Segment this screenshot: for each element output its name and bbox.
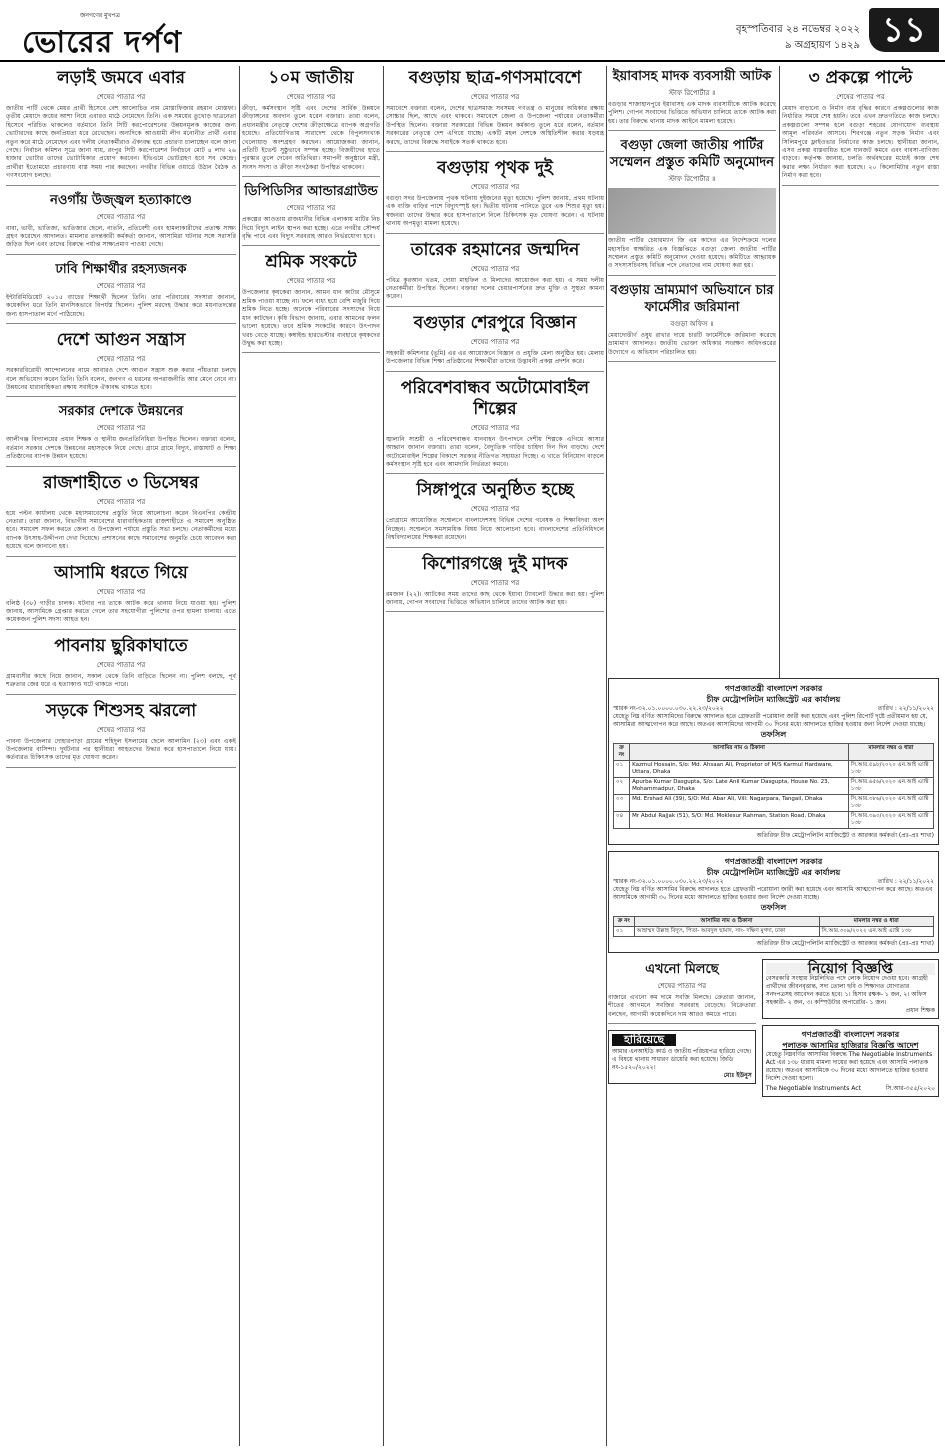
article-headline[interactable]: তারেক রহমানের জন্মদিন <box>410 239 580 260</box>
article[interactable] <box>242 183 380 246</box>
article-body: হয়ে পল্টন কার্যালয় থেকে মহাসমাবেশের প্রস্তুতি নিয়ে আলোচনা করেন বিএনপির কেন্দ্রীয় নেতারা। তারা জানান, বিভাগীয় সমাবেশের ধারাবাহিকতায় রাজশাহীতে এ সমাবেশ অনুষ্ঠিত হবে। সমাবেশ সফল করতে জেলা ও উপজেলা পর্যায়ে প্রস্তুতি সভা চলছে। নেতাকর্মীদের মধ্যে ব্যাপক উৎসাহ-উদ্দীপনা দেখা দিয়েছে। প্রশাসনের কাছে সমাবেশের অনুমতি চেয়ে আবেদন করা হয়েছে বলে জানানো হয়। <box>6 509 236 551</box>
column-1 <box>6 66 236 1446</box>
table-cell: সি.আর.৬৫৬/২০২০ এন.আই এ্যাক্ট ১৩৮ <box>848 778 933 795</box>
job-ad-title: নিয়োগ বিজ্ঞপ্তি <box>766 963 935 975</box>
article-body: সরকারবিরোধী আন্দোলনের নামে আবারও দেশে আগুন সন্ত্রাস শুরু করার পাঁয়তারা চলছে বলে অভিযোগ করেন তিনি। তিনি বলেন, জনগণ এ ধরনের অপরাজনীতি আর মেনে নেবে না। উন্নয়নের ধারাবাহিকতা রক্ষায় সবাইকে ঐক্যবদ্ধ থাকতে হবে। <box>6 367 236 391</box>
table-cell: Kazmul Hossain, S/o: Md. Ahsaan Ali, Proprietor of M/S Karmul Hardware, Uttara, Dhaka <box>630 761 849 778</box>
warrant-ad <box>762 1025 939 1097</box>
article-headline[interactable]: কিশোরগঞ্জে দুই মাদক <box>422 553 568 574</box>
article[interactable] <box>6 636 236 695</box>
notice-office: চীফ মেট্রোপলিটন ম্যাজিস্ট্রেট এর কার্যালয় <box>706 695 841 704</box>
article-headline[interactable]: সরকার দেশকে উন্নয়নের <box>58 404 184 420</box>
article-body: আলীগঞ্জ বিদ্যালয়ের প্রধান শিক্ষক ও স্থানীয় জনপ্রতিনিধিরা উপস্থিত ছিলেন। বক্তারা বলেন, বর্তমান সরকার দেশকে উন্নয়নের মহাসড়কে নিয়ে গেছে। গ্রামে গ্রামে বিদ্যুৎ, রাস্তাঘাট ও শিক্ষা প্রতিষ্ঠানের ব্যাপক উন্নয়ন হয়েছে। <box>6 436 236 461</box>
article[interactable] <box>386 240 604 307</box>
article-body: বগুড়া সদর উপজেলায় পৃথক ঘটনায় দুইজনের মৃত্যু হয়েছে। পুলিশ জানায়, প্রথম ঘটনায় এক ব্যক্তি বাড়ির পাশে বিদ্যুৎস্পৃষ্ট হন। দ্বিতীয় ঘটনায় পানিতে ডুবে এক শিশুর মৃত্যু হয়। স্বজনরা তাদের উদ্ধার করে হাসপাতালে নিলে চিকিৎসক মৃত ঘোষণা করেন। এ ঘটনায় থানায় অপমৃত্যু মামলা হয়েছে। <box>386 195 604 228</box>
notice-meta <box>613 705 934 713</box>
lost-notice <box>608 1030 756 1084</box>
article-headline[interactable]: বগুড়ায় পৃথক দুই <box>437 158 553 179</box>
date-gregorian: বৃহস্পতিবার ২৪ নভেম্বর ২০২২ <box>736 24 860 35</box>
job-ad-signer: প্রধান শিক্ষক <box>905 1007 935 1014</box>
article[interactable] <box>386 313 604 372</box>
article[interactable] <box>6 330 236 397</box>
table-cell: আহাম্মদ উল্লাহ বিদ্যুৎ, পিতা- আবদুল ছামাদ, সাং- দক্ষিণ মুগদা, ঢাকা <box>634 927 819 937</box>
table-header-cell: ক্র নং <box>614 917 635 927</box>
article[interactable] <box>6 261 236 324</box>
table-row <box>614 812 934 829</box>
logo-wordmark: ভোরের দর্পণ <box>22 25 182 60</box>
article-body: প্রোগ্রামে আয়োজিত সম্মেলনে বাংলাদেশসহ বিভিন্ন দেশের গবেষক ও শিক্ষাবিদরা অংশ নিচ্ছেন। সম্মেলনে সমসাময়িক বিষয় নিয়ে আলোচনা হবে। বাংলাদেশের প্রতিনিধিদলে বিশ্ববিদ্যালয়ের শিক্ষকরা রয়েছেন। <box>386 517 604 542</box>
lost-body: আমার এনআইডি কার্ড ও জাতীয় পরিচয়পত্র হারিয়ে গেছে। এ বিষয়ে থানায় সাধারণ ডায়েরি করা হয়েছে। জিডি নং-১৫২০/২০২২। <box>612 1048 752 1072</box>
article-headline[interactable]: ১০ম জাতীয় <box>268 68 354 88</box>
table-cell: ০২ <box>614 778 630 795</box>
page-number: ১১ <box>869 8 939 52</box>
article-kicker: শেষের পাতার পর <box>286 93 336 101</box>
article[interactable] <box>386 554 604 613</box>
date-bengali: ৯ অগ্রহায়ণ ১৪২৯ <box>784 40 860 51</box>
article-headline[interactable]: ডিপিডিসির আন্ডারগ্রাউন্ড <box>244 184 378 200</box>
notice-office: চীফ মেট্রোপলিটন ম্যাজিস্ট্রেট এর কার্যালয় <box>706 868 841 877</box>
warrant-org: গণপ্রজাতন্ত্রী বাংলাদেশ সরকার <box>801 1030 900 1039</box>
article-kicker: শেষের পাতার পর <box>96 355 146 364</box>
article-body: সমাবেশে বক্তারা বলেন, দেশের ছাত্রসমাজ সবসময় গণতন্ত্র ও মানুষের অধিকার রক্ষায় সোচ্চার ছিল, আছে এবং থাকবে। সমাবেশে জেলা ও উপজেলা পর্যায়ের নেতাকর্মীরা উপস্থিত ছিলেন। বক্তারা সরকারের বিভিন্ন উন্নয়ন কর্মকাণ্ড তুলে ধরে বলেন, বর্তমান সরকারের নেতৃত্বে দেশ এগিয়ে যাচ্ছে। একটি মহল দেশকে অস্থিতিশীল করার ষড়যন্ত্র করছে, তাদের বিরুদ্ধে সবাইকে সতর্ক থাকতে হবে। <box>386 105 604 146</box>
job-ad <box>762 959 939 1019</box>
article-kicker: শেষের পাতার পর <box>96 587 146 596</box>
article-body: বাজারে এখনো কম দামে সবজি মিলছে। ক্রেতারা জানান, শীতের আগমনে সবজির সরবরাহ বেড়েছে। বিক্রেতারা বলছেন, আগামী কয়েকদিনে দাম আরও কমতে পারে। <box>608 994 756 1018</box>
article-body: মেয়াদোত্তীর্ণ ওষুধ রাখার দায়ে চারটি ফার্মেসীকে জরিমানা করেছে ভ্রাম্যমাণ আদালত। জাতীয় ভোক্তা অধিকার সংরক্ষণ অধিদপ্তরের উদ্যোগে এ অভিযান পরিচালিত হয়। <box>608 331 776 356</box>
article-kicker: শেষের পাতার পর <box>470 93 520 101</box>
article-kicker: শেষের পাতার পর <box>836 93 885 101</box>
article-body: সহকারী কমিশনার (ভূমি) এর এর আয়োজনে বিজ্ঞান ও প্রযুক্তি মেলা অনুষ্ঠিত হয়। মেলায় উপজেলার বিভিন্ন শিক্ষা প্রতিষ্ঠানের শিক্ষার্থীরা তাদের উদ্ভাবনী প্রকল্প প্রদর্শন করে। <box>386 349 604 366</box>
article-body: উপজেলার কৃষকেরা জানান, আমন ধান কাটার মৌসুমে শ্রমিক পাওয়া যাচ্ছে না। ফলে বাধ্য হয়ে বেশি মজুরি দিয়ে শ্রমিক নিতে হচ্ছে। অনেকে পরিবারের সদস্যদের নিয়ে ধান কাটছেন। কৃষি বিভাগ জানায়, এবার আমনের ফলন ভালো হয়েছে। তবে শ্রমিক সংকটের কারণে উৎপাদন খরচ বেড়ে যাচ্ছে। কম্বাইন্ড হারভেস্টার ব্যবহারে কৃষকদের উদ্বুদ্ধ করা হচ্ছে। <box>242 289 380 347</box>
article-headline[interactable]: পাবনায় ছুরিকাঘাতে <box>54 635 188 656</box>
table-cell: সি.আর.৫৯৮/২০২০ এন.আই এ্যাক্ট ১৩৮ <box>848 761 933 778</box>
article-headline[interactable]: বগুড়ার শেরপুরে বিজ্ঞান <box>413 312 577 333</box>
article-headline[interactable]: রাজশাহীতে ৩ ডিসেম্বর <box>43 472 199 493</box>
article-body: জাতীয় পার্টির চেয়ারম্যান জি এম কাদের এর নির্দেশক্রমে দলের মহাসচিব স্বাক্ষরিত এক বিজ্ঞপ্তিতে বগুড়া জেলা জাতীয় পার্টির সম্মেলন প্রস্তুত কমিটি অনুমোদন দেওয়া হয়েছে। কমিটিতে আহ্বায়ক ও সদস্যসচিবসহ বিভিন্ন পদে নেতাদের নাম ঘোষণা করা হয়। <box>608 237 776 270</box>
court-notice <box>608 851 939 953</box>
notice-table <box>613 916 934 937</box>
article-headline[interactable]: দেশে আগুন সন্ত্রাস <box>56 330 186 351</box>
table-cell: ০১ <box>614 927 635 937</box>
lost-signer: মোঃ ইউনুস <box>723 1072 752 1080</box>
notice-memo: স্মারক নং-৩২.০১.০০০০.০৩০.২২.২৩/২০২২ <box>613 705 724 712</box>
table-cell: সি.আর.৩৮৬/২০২০ এন.আই এ্যাক্ট ১৩৮ <box>848 795 933 812</box>
article-headline[interactable]: ঢাবি শিক্ষার্থীর রহস্যজনক <box>55 261 187 277</box>
article-kicker: শেষের পাতার পর <box>470 183 520 192</box>
article[interactable] <box>608 961 756 1024</box>
column-4 <box>608 66 776 672</box>
notice-table <box>613 743 934 829</box>
article-kicker: শেষের পাতার পর <box>657 982 707 990</box>
article[interactable] <box>782 68 939 186</box>
notice-meta <box>613 878 934 886</box>
article-body: রমজান (২২)। আটকের সময় তাদের কাছ থেকে ইয়াবা ট্যাবলেট উদ্ধার করা হয়। পুলিশ জানায়, গোপন সংবাদের ভিত্তিতে অভিযান চালিয়ে তাদের আটক করা হয়। <box>386 590 604 606</box>
table-cell: Apurba Kumar Dasgupta, S/o: Late Anil Kumar Dasgupta, House No. 23, Mohammadpur, Dhaka <box>630 778 849 795</box>
notice-date: তারিখ : ২২/১১/২০২২ <box>877 705 934 712</box>
warrant-body: যেহেতু নিম্নবর্ণিত আসামির বিরুদ্ধে The Negotiable Instruments Act এর ১৩৮ ধারায় মামলা দায়ের করা হয়েছে এবং আসামি পলাতক রয়েছে। অতএব আসামিকে ৩০ দিনের মধ্যে আদালতে হাজির হওয়ার নির্দেশ দেওয়া হলো। <box>765 1051 933 1082</box>
notice-org: গণপ্রজাতন্ত্রী বাংলাদেশ সরকার <box>724 684 823 693</box>
table-cell: ০৪ <box>614 812 630 829</box>
article-kicker: শেষের পাতার পর <box>470 337 520 346</box>
newspaper-logo[interactable] <box>22 10 242 60</box>
column-3 <box>386 66 604 1446</box>
article-kicker: শেষের পাতার পর <box>96 424 146 433</box>
article-headline[interactable]: সিঙ্গাপুরে অনুষ্ঠিত হচ্ছে <box>416 480 574 501</box>
right-ad-stack <box>762 959 939 1103</box>
column-5 <box>782 66 939 672</box>
article-kicker: শেষের পাতার পর <box>96 725 146 734</box>
article[interactable] <box>608 282 776 362</box>
column-rule <box>239 66 240 1446</box>
table-header-cell: মামলার নম্বর ও ধারা <box>848 744 933 761</box>
article[interactable] <box>6 563 236 630</box>
article-kicker: শেষের পাতার পর <box>96 660 146 669</box>
article-body: গ্রামবাসীর কাছে নিয়ে জানান, সকাল থেকে তিনি বাড়িতে ছিলেন না। পুলিশ বলছে, পূর্ব শত্রুতার জের ধরে এ হত্যাকাণ্ড ঘটে থাকতে পারে। <box>6 672 236 689</box>
article-body: বাবা, ভাবী, ভাতিজা, ভাতিজার ছেলে, নাতনি, প্রতিবেশী এবং হামলাকারীদের প্রত্যক্ষ সাক্ষ্য গ্রহণ করেছেন আদালত। মামলার তদন্তকারী কর্মকর্তা জানান, আসামিরা ঘটনার সঙ্গে সরাসরি জড়িত ছিল এবং তাদের বিরুদ্ধে পর্যাপ্ত সাক্ষ্যপ্রমাণ পাওয়া গেছে। <box>6 224 236 249</box>
article[interactable] <box>608 68 776 131</box>
table-row <box>614 761 934 778</box>
article-headline[interactable]: এখনো মিলছে <box>645 962 719 977</box>
article-kicker: স্টাফ রিপোর্টার ॥ <box>668 89 716 97</box>
article-headline[interactable]: আসামি ধরতে গিয়ে <box>54 562 188 583</box>
article-body: জ্বালানি সাশ্রয়ী ও পরিবেশবান্ধব যানবাহন উৎপাদনে দেশীয় শিল্পকে এগিয়ে আসার আহ্বান জানান বক্তারা। তারা বলেন, বৈদ্যুতিক গাড়ির চাহিদা দিন দিন বাড়ছে। দেশে অটোমোবাইল শিল্পের বিকাশে সরকার নীতিগত সহায়তা দিচ্ছে। এ খাতে বিনিয়োগ বাড়লে কর্মসংস্থান সৃষ্টি হবে এবং আমদানি নির্ভরতা কমবে। <box>386 435 604 468</box>
article[interactable] <box>386 158 604 234</box>
article-body: ক্রীড়া, কর্মসংস্থান সৃষ্টি এবং দেশের সার্বিক উন্নয়নে ক্রীড়াঙ্গনের অবদান তুলে ধরেন বক্তারা। তারা বলেন, প্রধানমন্ত্রীর নেতৃত্বে দেশের ক্রীড়াক্ষেত্রে ব্যাপক অগ্রগতি হয়েছে। প্রতিযোগিতায় সারাদেশ থেকে বিপুলসংখ্যক খেলোয়াড় অংশগ্রহণ করছেন। আয়োজকরা জানান, প্রতিটি ইভেন্ট সুষ্ঠুভাবে সম্পন্ন হচ্ছে। বিজয়ীদের হাতে পুরস্কার তুলে দেবেন অতিথিরা। সমাপনী অনুষ্ঠানে মন্ত্রী, সংসদ সদস্য ও ক্রীড়া সংগঠকরা উপস্থিত থাকবেন। <box>242 105 380 171</box>
article[interactable] <box>386 480 604 547</box>
article-headline[interactable]: ইয়াবাসহ মাদক ব্যবসায়ী আটক <box>612 69 772 84</box>
notice-memo: স্মারক নং-৩২.০১.০০০০.০৩০.২২.২৩/২০২২ <box>613 878 724 885</box>
article-headline[interactable]: লড়াই জমবে এবার <box>56 68 186 88</box>
notice-table-title: তফসিল <box>760 903 787 912</box>
article[interactable] <box>6 473 236 557</box>
notice-body: যেহেতু নিম্ন বর্ণিত আসামির বিরুদ্ধে আদালত হতে গ্রেফতারী পরোয়ানা জারী করা হয়েছে এবং আসামি আত্মগোপন করে আছে। অতএব আসামিকে আগামী ৩০ দিনের মধ্যে আদালতে হাজির হওয়ার জন্য নির্দেশ দেওয়া যাচ্ছে। <box>613 886 933 901</box>
article-headline[interactable]: বগুড়ায় ছাত্র-গণসমাবেশে <box>408 68 582 88</box>
article-photo <box>608 188 776 234</box>
table-row <box>614 927 934 937</box>
article[interactable] <box>6 403 236 466</box>
article-body: বলিষ্ঠ (৩৮) গাড়ীর চালক। ঘটনার পর তাকে আটক করে থানায় নিয়ে যাওয়া হয়। পুলিশ জানায়, আসামিকে গ্রেপ্তার করতে গেলে তার সহযোগীরা পুলিশের ওপর হামলা চালায়। এতে কয়েকজন পুলিশ সদস্য আহত হন। <box>6 599 236 624</box>
article-body: বগুড়ার শাজাহানপুরে ইয়াবাসহ এক মাদক ব্যবসায়ীকে আটক করেছে পুলিশ। গোপন সংবাদের ভিত্তিতে অভিযান চালিয়ে তাকে আটক করা হয়। তার বিরুদ্ধে থানায় মাদক আইনে মামলা হয়েছে। <box>608 101 776 125</box>
article[interactable] <box>608 137 776 276</box>
article-kicker: শেষের পাতার পর <box>470 578 520 587</box>
article-kicker: শেষের পাতার পর <box>286 204 336 213</box>
article-body: পাবনা উপজেলার দোহারপাড়া গ্রামের শহিদুল ইসলামের ছেলে আলামিন (২৩) এবং একই উপজেলার বাসিন্দা। দুর্ঘটনার পর স্থানীয়রা আহতদের উদ্ধার করে হাসপাতালে নিয়ে যায়। কর্তব্যরত চিকিৎসক তাদের মৃত ঘোষণা করেন। <box>6 737 236 762</box>
article-body: ইন্টারিমিডিয়েট ২০১৫ ব্যাচের শিক্ষার্থী ছিলেন তিনি। তার পরিবারের সদস্যরা জানান, কয়েকদিন ধরে তিনি মানসিকভাবে বিপর্যস্ত ছিলেন। পুলিশ মরদেহ উদ্ধার করে ময়নাতদন্তের জন্য হাসপাতাল মর্গে পাঠিয়েছে। <box>6 293 236 318</box>
article-body: মেয়াদ বাড়ানো ও নির্মাণ ব্যয় বৃদ্ধির কারণে প্রকল্পগুলোর কাজ নির্ধারিত সময়ে শেষ হয়নি। তবে এখন দ্রুতগতিতে কাজ চলছে। প্রকল্পগুলো সম্পন্ন হলে বগুড়া শহরের যোগাযোগ ব্যবস্থায় আমূল পরিবর্তন আসবে। শিবগঞ্জে নতুন সড়ক নির্মাণ এবং সিলিমপুরে ফ্লাইওভার নির্মাণের কাজ চলছে। স্থানীয়রা জানান, এসব প্রকল্প বাস্তবায়িত হলে যানজট কমবে এবং ব্যবসা-বাণিজ্য বাড়বে। কর্তৃপক্ষ জানায়, চলতি অর্থবছরের মধ্যেই কাজ শেষ করার লক্ষ্য নির্ধারণ করা হয়েছে। ২০ কিলোমিটার নতুন রাস্তা নির্মাণ করা হবে। <box>782 105 939 180</box>
table-row <box>614 795 934 812</box>
article-kicker: শেষের পাতার পর <box>96 93 146 101</box>
article[interactable] <box>6 68 236 186</box>
article-body: জাতীয় পার্টি থেকে মেয়র প্রার্থী হিসেবে বেশ আলোচিত নাম মোস্তাফিজার রহমান মোস্তফা। তৃতীয় মেয়াদে জয়ের আশা নিয়ে এবারও মাঠে নেমেছেন তিনি। এক সময়ের তুখোড় ছাত্রনেতা হিসেবে পরিচিত থাকলেও বর্তমানে তিনি সিটি করপোরেশনের উন্নয়নমূলক কাজের জন্য ভোটারদের কাছে জনপ্রিয়তা ধরে রেখেছেন। অন্যদিকে আওয়ামী লীগ মনোনীত প্রার্থী এবার নতুন করে মাঠে নেমেছেন এবং দলীয় নেতাকর্মীরাও ঐক্যবদ্ধ হয়ে প্রচারণা চালাচ্ছেন বলে জানা গেছে। নির্বাচন কমিশন সূত্রে জানা যায়, রংপুর সিটি করপোরেশন নির্বাচনে মোট ৪ লাখ ২৬ হাজার ভোটার তাদের ভোটাধিকার প্রয়োগ করবেন। ইভিএমে ভোটগ্রহণ হবে সব কেন্দ্রে। প্রার্থীরা ইতোমধ্যে প্রচারণায় ব্যস্ত সময় পার করছেন। নগরীর বিভিন্ন ওয়ার্ডে উঠান বৈঠক ও গণসংযোগ চলছে। <box>6 105 236 180</box>
table-cell: ০১ <box>614 761 630 778</box>
warrant-title: পলাতক আসামির হাজিরার বিজ্ঞপ্তি আদেশ <box>782 1041 919 1050</box>
article-kicker: শেষের পাতার পর <box>286 277 336 286</box>
article-headline[interactable]: ৩ প্রকল্পে পাল্টে <box>808 68 913 88</box>
article[interactable] <box>386 378 604 475</box>
warrant-meta <box>766 1085 935 1093</box>
notice-signature: অতিরিক্ত চীফ মেট্রোপলিটন ম্যাজিস্ট্রেট ও আরকার কর্মকর্তা (প্রঃ-প্রঃ শাখা) <box>756 832 934 839</box>
table-header-cell: ক্র নং <box>614 744 630 761</box>
article-body: পবিত্র কুরআন খতম, দোয়া মাহফিল ও মিলাদের আয়োজন করা হয়। এ সময় দলীয় নেতাকর্মীরা উপস্থিত ছিলেন। বক্তারা দলের চেয়ারপার্সনের দ্রুত মুক্তি ও সুস্থতা কামনা করেন। <box>386 276 604 301</box>
table-cell: সি.আর.৩৯০/২০২০ এন.আই এ্যাক্ট ১৩৮ <box>848 812 933 829</box>
column-rule <box>383 66 384 1446</box>
article-kicker: স্টাফ রিপোর্টার ॥ <box>668 175 716 184</box>
warrant-case: সি.আর-৩৫৫/২০২০ <box>885 1085 935 1092</box>
article-headline[interactable]: সড়কে শিশুসহ ঝরলো <box>45 700 197 721</box>
bottom-ads <box>608 959 939 1103</box>
dateline <box>736 22 860 54</box>
notice-signature: অতিরিক্ত চীফ মেট্রোপলিটন ম্যাজিস্ট্রেট ও আরকার কর্মকর্তা (প্রঃ-প্রঃ শাখা) <box>756 940 934 947</box>
article-kicker: শেষের পাতার পর <box>470 505 520 514</box>
article[interactable] <box>386 68 604 152</box>
article-headline[interactable]: পরিবেশবান্ধব অটোমোবাইল শিল্পের <box>400 377 590 419</box>
notice-org: গণপ্রজাতন্ত্রী বাংলাদেশ সরকার <box>724 857 823 866</box>
article[interactable] <box>6 192 236 255</box>
notice-body: যেহেতু নিম্ন বর্ণিত আসামিদের বিরুদ্ধে আদালত হতে গ্রেফতারী পরোয়ানা জারী করা হয়েছে এবং পুলিশ রিপোর্ট দৃষ্টে প্রতীয়মান হয় যে, আসামিরা আত্মগোপন করে আছে। অতএব আসামিদের আগামী ৩০ দিনের মধ্যে আদালতে হাজির হওয়ার জন্য নির্দেশ দেওয়া যাচ্ছে। <box>613 713 928 728</box>
left-ad-stack <box>608 959 756 1103</box>
logo-tagline: জনগণের মুখপত্র <box>80 12 120 19</box>
table-cell: সি.আর.৩০৯/২০২২ এন.আই এ্যাক্ট ১৩৮ <box>819 927 934 937</box>
notices-area <box>608 678 939 1446</box>
column-2 <box>242 66 380 1446</box>
table-cell: Md. Ershad Ali (39), S/O: Md. Abar Ali, Vill: Nagarpara, Tangail, Dhaka <box>630 795 849 812</box>
article-headline[interactable]: নওগাঁয় উজ্জ্বল হত্যাকাণ্ডে <box>50 192 192 208</box>
court-notice <box>608 678 939 845</box>
article-kicker: শেষের পাতার পর <box>96 497 146 506</box>
article[interactable] <box>6 701 236 768</box>
notice-date: তারিখ : ২২/১১/২০২২ <box>877 878 934 885</box>
warrant-act: The Negotiable Instruments Act <box>765 1085 861 1092</box>
article[interactable] <box>242 252 380 353</box>
article-kicker: শেষের পাতার পর <box>96 212 146 221</box>
article[interactable] <box>242 68 380 177</box>
table-cell: ০৩ <box>614 795 630 812</box>
table-cell: Mr Abdul Rajjak (51), S/O: Md. Moklesur Rahman, Station Road, Dhaka <box>630 812 849 829</box>
article-kicker: বগুড়া অফিস ॥ <box>670 319 714 328</box>
table-header-cell: আসামির নাম ও ঠিকানা <box>630 744 849 761</box>
article-headline[interactable]: বগুড়ায় ভ্রাম্যমাণ অভিযানে চার ফার্মেসীর জরিমানা <box>610 282 774 315</box>
notice-table-title: তফসিল <box>760 730 787 739</box>
article-kicker: শেষের পাতার পর <box>96 281 146 290</box>
article-headline[interactable]: শ্রমিক সংকটে <box>265 252 357 273</box>
lost-title: হারিয়েছে <box>612 1034 676 1046</box>
column-rule <box>606 66 607 1446</box>
table-header-cell: মামলার নম্বর ও ধারা <box>819 917 934 927</box>
article-kicker: শেষের পাতার পর <box>470 423 520 432</box>
table-row <box>614 778 934 795</box>
article-kicker: শেষের পাতার পর <box>470 264 520 273</box>
masthead <box>0 0 945 62</box>
article-body: প্রকল্পের আওতায় রাজধানীর বিভিন্ন এলাকায় মাটির নিচ দিয়ে বিদ্যুৎ লাইন স্থাপন করা হচ্ছে। এতে নগরীর সৌন্দর্য বৃদ্ধি পাবে এবং বিদ্যুৎ সরবরাহ আরও নির্ভরযোগ্য হবে। <box>242 216 380 241</box>
job-ad-body: বেসরকারি সংস্থায় নিম্নলিখিত পদে লোক নিয়োগ দেওয়া হবে। আগ্রহী প্রার্থীদের জীবনবৃত্তান্ত, সদ্য তোলা ছবি ও শিক্ষাগত যোগ্যতার সনদপত্রসহ আবেদন করতে হবে। ১। হিসাব রক্ষক- ১ জন, ২। অফিস সহকারী- ২ জন, ৩। কম্পিউটার অপারেটর- ১ জন। <box>765 975 928 1006</box>
article-headline[interactable]: বগুড়া জেলা জাতীয় পার্টির সম্মেলন প্রস্তুত কমিটি অনুমোদন <box>610 138 774 171</box>
table-header-cell: আসামির নাম ও ঠিকানা <box>634 917 819 927</box>
